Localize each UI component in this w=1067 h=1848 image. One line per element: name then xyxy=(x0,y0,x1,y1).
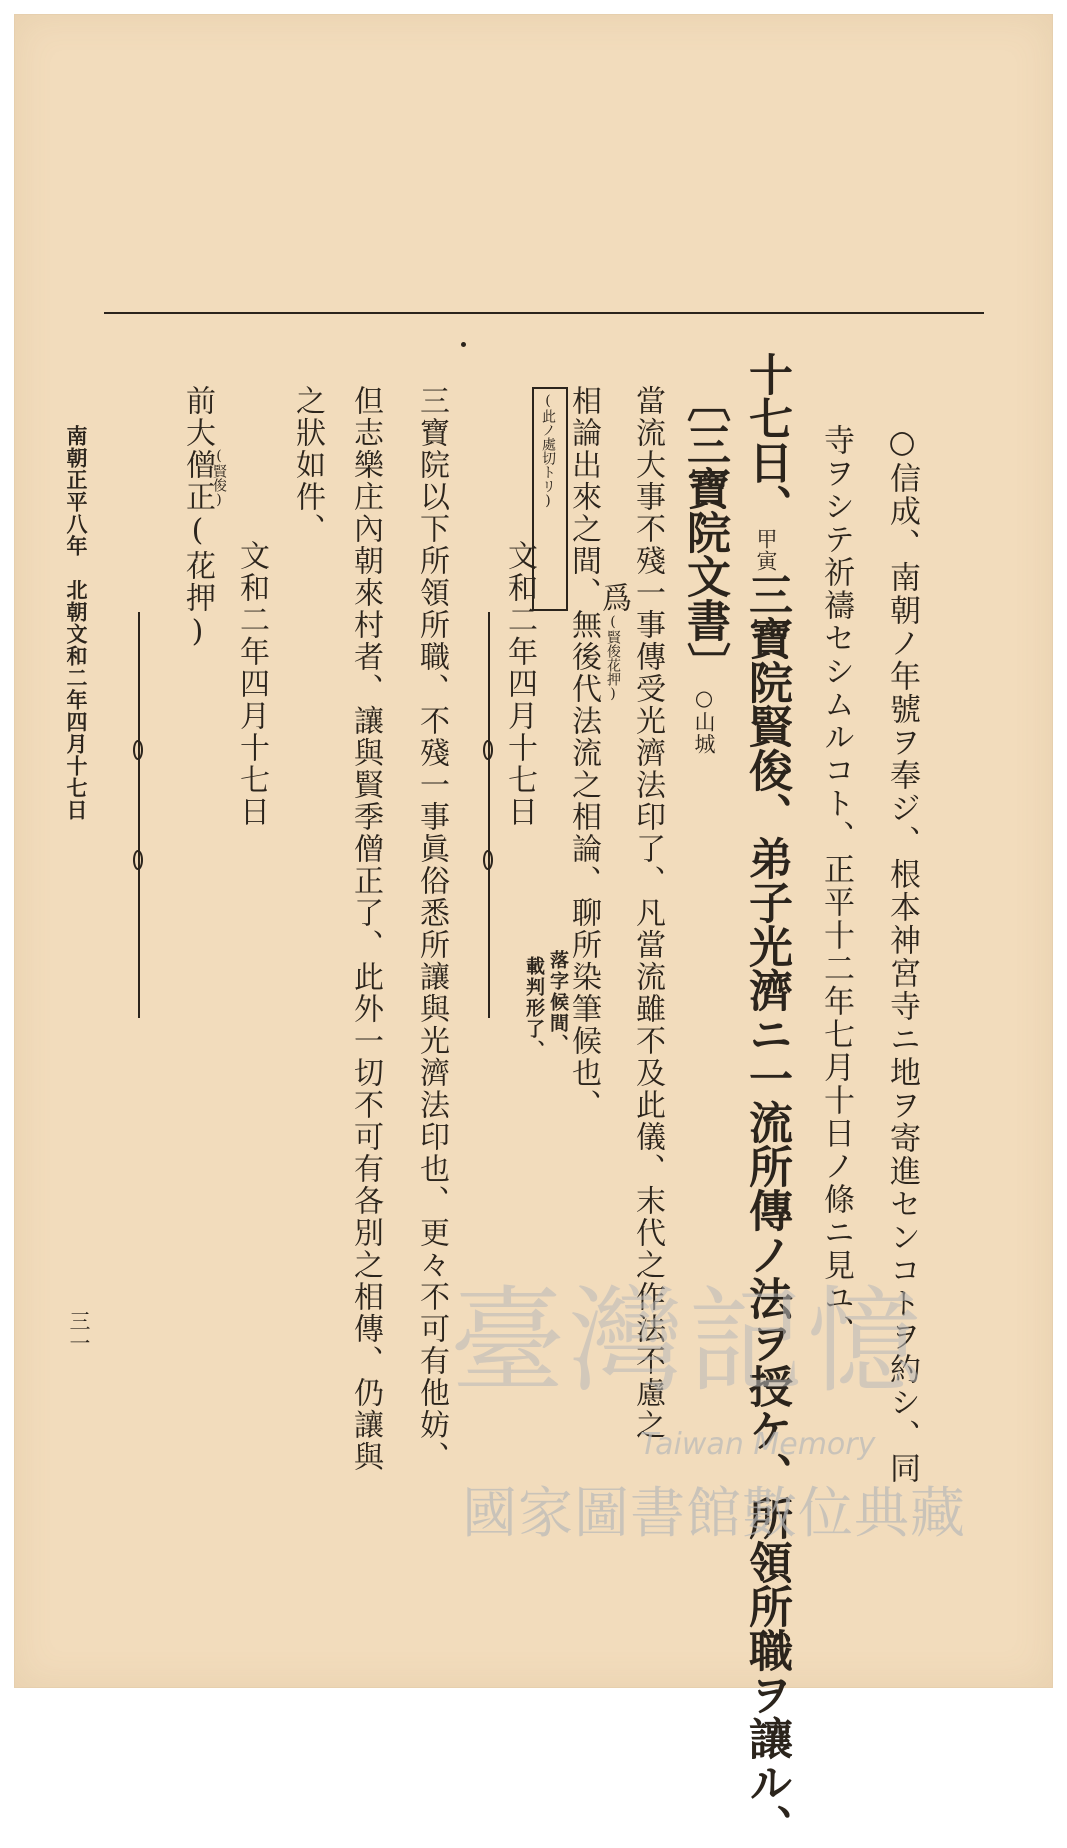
doc1-inserted-char xyxy=(596,582,631,702)
separator-ornament-1b xyxy=(483,850,493,870)
heading-summary: 三寶院賢俊、弟子光濟ニ一流所傳ノ法ヲ授ケ、所領所職ヲ讓ル、 xyxy=(741,572,792,1848)
ink-dot xyxy=(461,342,466,347)
watermark-subtitle: Taiwan Memory xyxy=(640,1427,876,1462)
separator-ornament-1a xyxy=(483,740,493,760)
header-rule xyxy=(104,312,984,314)
doc1-note-2: 載判形了、 xyxy=(523,956,545,1061)
separator-ornament-2a xyxy=(133,740,143,760)
source-title xyxy=(679,378,730,755)
doc2-signer xyxy=(180,385,215,651)
doc2-date: 文和二年四月十七日 xyxy=(234,540,269,828)
inserted-kao-note: (賢俊花押) xyxy=(605,614,621,702)
doc1-note-1: 落字候間、 xyxy=(547,950,569,1055)
signer-title: 前大僧正 xyxy=(180,385,215,513)
signer-name-note: (賢俊) xyxy=(211,448,227,508)
separator-line-1 xyxy=(488,612,490,1018)
signer-kao: (花押) xyxy=(180,513,215,651)
separator-ornament-2b xyxy=(133,850,143,870)
source-title-text: 〔三寶院文書〕 xyxy=(679,378,730,686)
source-province: ○山城 xyxy=(692,686,716,755)
heading-day: 十七日、 xyxy=(741,352,792,528)
page-number: 三一 xyxy=(67,1310,91,1354)
doc1-line-2: 相論出來之間、無後代法流之相論、聊所染筆候也、 xyxy=(566,385,601,1121)
entry-line-2: 寺ヲシテ祈禱セシムルコト、正平十二年七月十日ノ條ニ見ユ、 xyxy=(818,424,854,1348)
watermark-title: 臺灣記憶 xyxy=(450,1275,927,1409)
doc2-line-1: 三寶院以下所領所職、不殘一事眞俗悉所讓與光濟法印也、更々不可有他妨、 xyxy=(414,385,449,1473)
watermark-institution: 國家圖書館數位典藏 xyxy=(462,1481,967,1545)
doc1-date: 文和二年四月十七日 xyxy=(502,540,537,828)
running-head: 南朝正平八年 北朝文和二年四月十七日 xyxy=(64,425,89,821)
doc2-line-3: 之狀如件、 xyxy=(290,385,325,545)
doc1-line-1: 當流大事不殘一事傳受光濟法印了、凡當流雖不及此儀、末代之作法不慮之 xyxy=(630,385,665,1441)
heading-cyclical-sign: 甲寅 xyxy=(754,528,778,572)
doc2-line-2: 但志樂庄內朝來村者、讓與賢季僧正了、此外一切不可有各別之相傳、仍讓與 xyxy=(348,385,383,1473)
entry-heading-date xyxy=(741,352,792,1848)
cut-annotation: (此ノ處切トリ) xyxy=(540,393,556,509)
separator-line-2 xyxy=(138,612,140,1018)
inserted-char: 爲 xyxy=(596,582,631,614)
entry-line-1: ○信成、南朝ノ年號ヲ奉ジ、根本神宮寺ニ地ヲ寄進センコトヲ約シ、同 xyxy=(884,424,920,1485)
